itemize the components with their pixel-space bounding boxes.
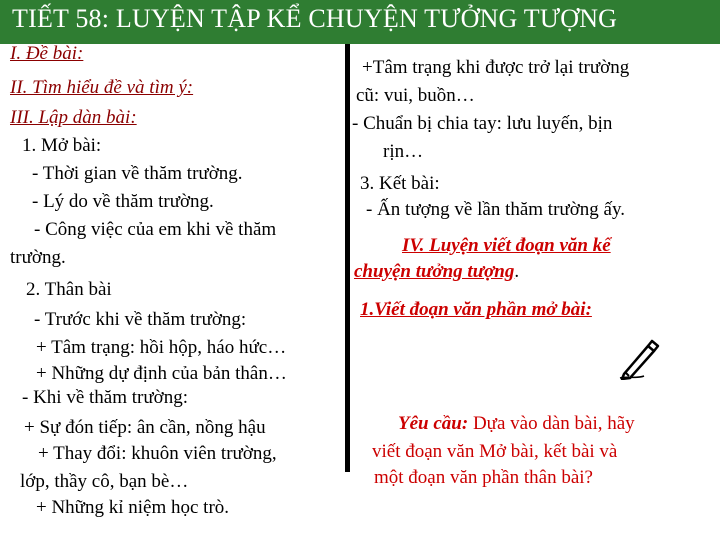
requirement-line1 [398,410,635,437]
outline-ket-bai: 3. Kết bài: [360,173,440,194]
outline-than-bai: 2. Thân bài [26,279,112,300]
outline-item: + Những dự định của bản thân… [36,363,287,384]
section-lap-dan-bai: III. Lập dàn bài: [10,107,137,128]
outline-item: - Công việc của em khi về thăm [34,219,277,240]
outline-mo-bai: 1. Mở bài: [22,135,102,156]
outline-item: + Tâm trạng: hồi hộp, háo hức… [36,337,287,358]
outline-item: trường. [10,247,66,268]
outline-item: lớp, thầy cô, bạn bè… [20,471,189,492]
title-bar [0,0,720,44]
outline-item: - Khi về thăm trường: [22,387,188,408]
requirement-line3: một đoạn văn phần thân bài? [374,467,593,488]
outline-item: cũ: vui, buồn… [356,85,475,106]
subsection-mo-bai: 1.Viết đoạn văn phần mở bài: [360,299,592,320]
section-tim-hieu: II. Tìm hiểu đề và tìm ý: [10,77,194,98]
outline-item: - Chuẩn bị chia tay: lưu luyến, bịn [352,113,613,134]
requirement-line2: viết đoạn văn Mở bài, kết bài và [372,441,618,462]
period: . [514,261,520,282]
outline-item: - Thời gian về thăm trường. [32,163,243,184]
pencil-writing-icon [618,336,662,380]
requirement-label: Yêu cầu: [398,413,469,434]
outline-item: + Những kỉ niệm học trò. [36,497,230,518]
section-luyen-viet-cont [354,258,519,285]
outline-item: - Trước khi về thăm trường: [34,309,247,330]
section-luyen-viet: IV. Luyện viết đoạn văn kể [402,235,611,256]
outline-item: rịn… [383,141,424,162]
outline-item: - Ấn tượng về lần thăm trường ấy. [366,199,625,220]
outline-item: +Tâm trạng khi được trở lại trường [362,57,630,78]
outline-item: - Lý do về thăm trường. [32,191,214,212]
section-de-bai: I. Đề bài: [10,43,84,64]
column-divider [345,44,350,472]
outline-item: + Sự đón tiếp: ân cần, nồng hậu [24,417,266,438]
requirement-text: Dựa vào dàn bài, hãy [468,413,635,434]
outline-item: + Thay đổi: khuôn viên trường, [38,443,277,464]
section-luyen-viet-line2: chuyện tưởng tượng [354,261,515,282]
slide-title: TIẾT 58: LUYỆN TẬP KỂ CHUYỆN TƯỞNG TƯỢNG [12,4,618,33]
